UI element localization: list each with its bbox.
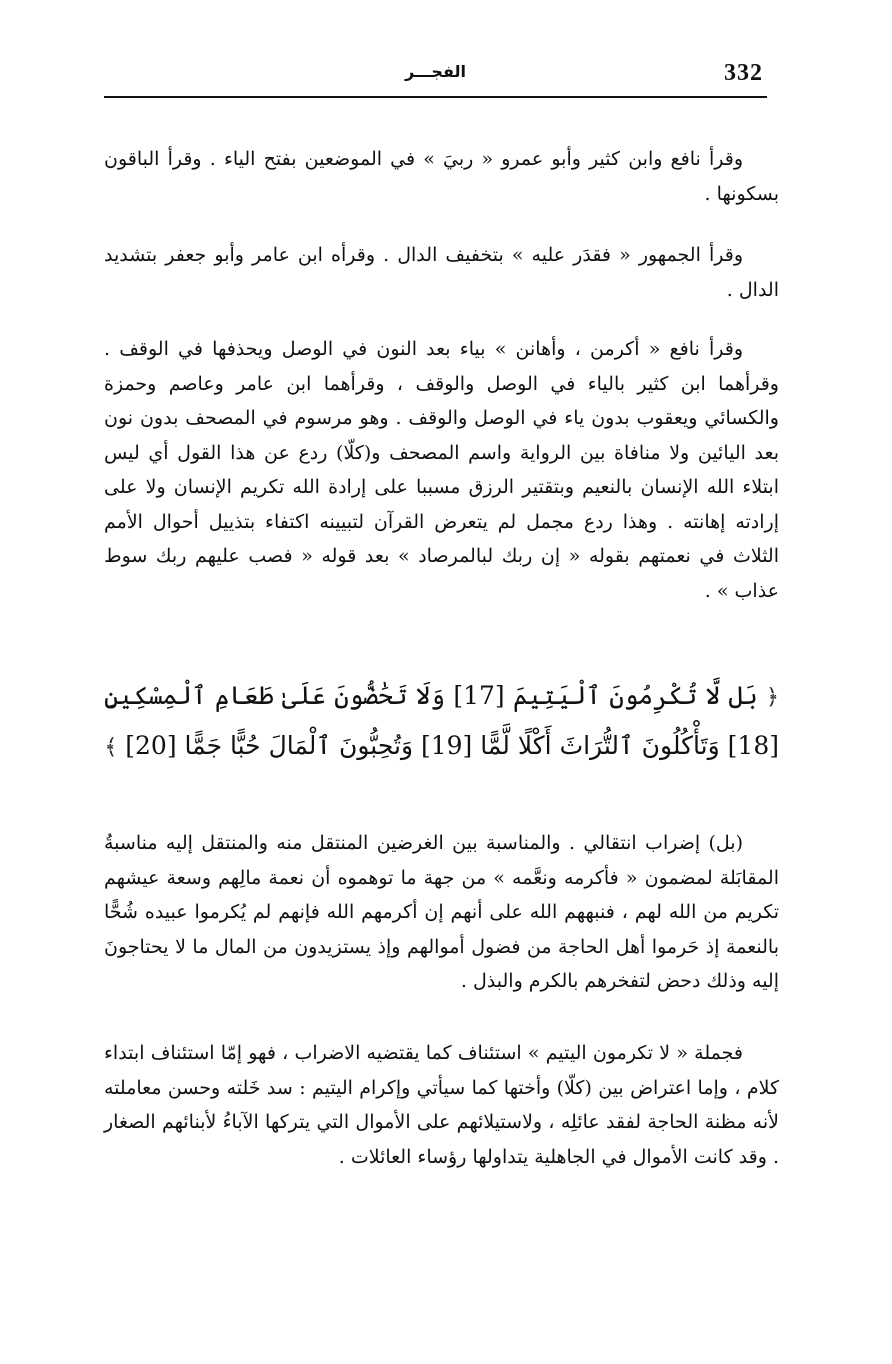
header-rule [104, 96, 767, 98]
ornate-open-bracket: ﴿ [766, 685, 779, 710]
page-header [104, 58, 767, 98]
ornate-close-bracket: ﴾ [104, 735, 118, 760]
paragraph-commentary-bal [104, 826, 779, 999]
paragraph-reading-akraman [104, 332, 779, 608]
verse-text: بَل لَّا تُكْرِمُونَ ٱلْيَتِيمَ [17] وَلَا تَحَٰضُّونَ عَلَىٰ طَعَامِ ٱلْمِسْكِينِ [18] وَتَأْكُلُونَ ٱلتُّرَاثَ أَكْلًا لَّمًّا [19] وَتُحِبُّونَ ٱلْمَالَ حُبًّا جَمًّا [20] [104, 681, 779, 760]
paragraph-commentary-yatim [104, 1036, 779, 1174]
paragraph-reading-qadar [104, 238, 779, 307]
paragraph-reading-rabbi [104, 142, 779, 211]
paragraph-text: فجملة « لا تكرمون اليتيم » استئناف كما يقتضيه الاضراب ، فهو إمّا استئناف ابتداء كلام ، وإما اعتراض بين (كلّا) وأختها كما سيأتي وإكرام اليتيم : سد خَلته وحسن معاملته لأنه مظنة الحاجة لفقد عائلِه ، ولاستيلائهم على الأموال التي يتركها الآباءُ لأبنائهم الصغار . وقد كانت الأموال في الجاهلية يتداولها رؤساء العائلات . [104, 1042, 779, 1168]
verse-line [104, 672, 779, 772]
paragraph-text: (بل) إضراب انتقالي . والمناسبة بين الغرضين المنتقل منه والمنتقل إليه مناسبةُ المقابَلة لمضمون « فأكرمه ونعَّمه » من جهة ما توهموه أن نعمة مالِهم وسعة عيشهم تكريم من الله لهم ، فنبههم الله على أنهم إن أكرمهم الله فإنهم لم يُكرموا عبيده شُحًّا بالنعمة إذ حَرموا أهل الحاجة من فضول أموالهم وإذ يستزيدون من المال ما لا يحتاجونَ إليه وذلك دحض لتفخرهم بالكرم والبذل . [104, 832, 779, 992]
paragraph-text: وقرأ نافع « أكرمن ، وأهانن » بياء بعد النون في الوصل ويحذفها في الوقف . وقرأهما ابن كثير بالياء في الوصل والوقف ، وقرأهما ابن عامر وعاصم وحمزة والكسائي ويعقوب بدون ياء في الوصل والوقف . وهو مرسوم في المصحف بدون نون بعد اليائين ولا منافاة بين الرواية واسم المصحف و(كلّا) ردع عن هذا القول أي ليس ابتلاء الله الإنسان بالنعيم وبتقتير الرزق مسببا على إرادة الله تكريم الإنسان ولا على إرادته إهانته . وهذا ردع مجمل لم يتعرض القرآن لتبيينه اكتفاء بتذييل أحوال الأمم الثلاث في نعمتهم بقوله « إن ربك لبالمرصاد » بعد قوله « فصب عليهم ربك سوط عذاب » . [104, 338, 779, 602]
quran-verse-block [104, 672, 779, 772]
paragraph-text: وقرأ نافع وابن كثير وأبو عمرو « ربيَ » في الموضعين بفتح الياء . وقرأ الباقون بسكونها . [104, 148, 779, 205]
running-title: الفجـــر [405, 62, 466, 81]
paragraph-text: وقرأ الجمهور « فقدَر عليه » بتخفيف الدال . وقرأه ابن عامر وأبو جعفر بتشديد الدال . [104, 244, 779, 301]
page-number: 332 [724, 60, 763, 86]
